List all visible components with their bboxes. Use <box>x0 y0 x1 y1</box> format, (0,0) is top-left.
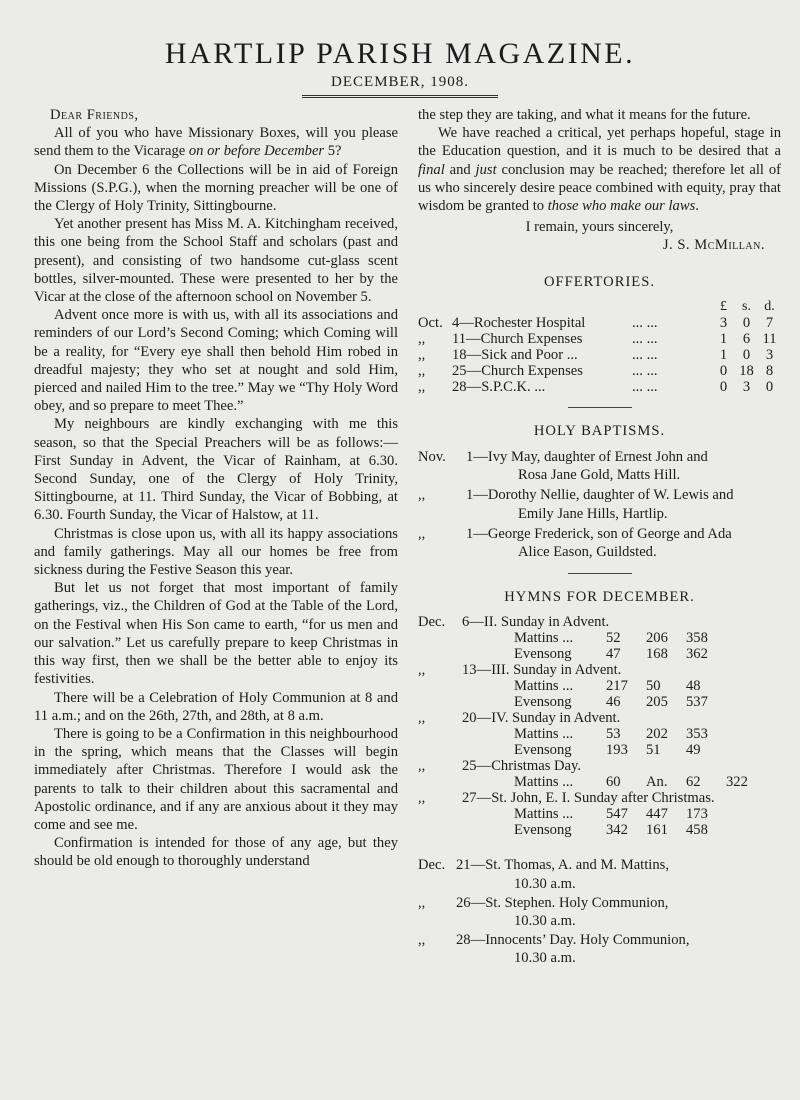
hymn-number: 193 <box>606 742 628 759</box>
hymn-service-row <box>418 630 781 646</box>
letter-paragraph <box>34 161 398 216</box>
hymn-month: Dec. <box>418 614 446 631</box>
hymn-day: 6—II. Sunday in Advent. <box>462 614 610 631</box>
title-rule <box>302 95 498 98</box>
baptisms-list <box>418 448 781 561</box>
text-run: conclusion may be reached; therefore let all of us who sincerely desire peace combined with equity, pray that wisdom be granted to <box>418 161 781 215</box>
offertory-shillings: 0 <box>742 346 751 363</box>
spacer <box>418 630 462 646</box>
hymn-service <box>462 694 781 710</box>
hymns-title: HYMNS FOR DECEMBER. <box>504 589 695 606</box>
offertory-month: Oct. <box>418 314 443 331</box>
offertories-header-row <box>418 299 781 315</box>
offertory-item: 18—Sick and Poor ... <box>452 346 578 363</box>
text-run: On December 6 the Collections will be in aid of Foreign Missions (S.P.G.), when the morning preacher will be one of the Clergy of Holy Trinity, Sittingbourne. <box>34 161 398 215</box>
offertory-pounds: 1 <box>719 346 728 363</box>
hymn-service <box>462 678 781 694</box>
festival-line: 26—St. Stephen. Holy Communion, <box>456 894 669 911</box>
service-label: Evensong <box>514 646 572 663</box>
offertory-row <box>418 347 781 363</box>
hymn-number: 47 <box>606 646 621 663</box>
text-run: My neighbours are kindly exchanging with me this season, so that the Special Preachers will be as follows:—First Sunday in Advent, the Vicar of Rainham, at 6.30. Second Sunday, one of the Clergy of Holy Trinity, Sittingbourne, at 11. Third Sunday, the Vicar of Bobbing, at 6.30. Fourth Sunday, the Vicar of Halstow, at 11. <box>34 416 398 524</box>
hymn-month: ,, <box>418 758 426 775</box>
service-label: Mattins ... <box>514 774 574 791</box>
baptism-entry <box>418 448 781 484</box>
hymn-day-row <box>418 614 781 630</box>
hymn-day: 27—St. John, E. I. Sunday after Christmas. <box>462 790 715 807</box>
hymn-number: 358 <box>686 630 708 647</box>
spacer <box>418 806 462 822</box>
hymn-service <box>462 646 781 662</box>
offertory-item: 11—Church Expenses <box>452 330 583 347</box>
service-label: Mattins ... <box>514 726 574 743</box>
offertory-dots: ... ... <box>632 378 658 395</box>
festival-month: Dec. <box>418 857 446 874</box>
hymn-service-row <box>418 742 781 758</box>
hymn-number: 51 <box>646 742 661 759</box>
offertory-shillings: 3 <box>742 378 751 395</box>
right-column <box>418 106 781 969</box>
service-label: Mattins ... <box>514 678 574 695</box>
salutation: Dear Friends, <box>50 107 139 123</box>
hymn-number: 458 <box>686 822 708 839</box>
offertory-row <box>418 331 781 347</box>
baptism-month: Nov. <box>418 449 446 466</box>
hymn-month: ,, <box>418 662 426 679</box>
hymn-number: 48 <box>686 678 701 695</box>
hymn-service <box>462 822 781 838</box>
offertory-pence: 11 <box>762 330 777 347</box>
text-run: . <box>695 198 699 215</box>
offertory-pounds: 3 <box>719 314 728 331</box>
offertory-item: 25—Church Expenses <box>452 362 583 379</box>
issue-date: DECEMBER, 1908. <box>331 74 469 90</box>
text-run: All of you who have Missionary Boxes, will you please send them to the Vicarage <box>34 125 398 160</box>
hymn-number: 168 <box>646 646 668 663</box>
offertory-row <box>418 379 781 395</box>
offertory-pence: 3 <box>765 346 774 363</box>
hymn-number: 161 <box>646 822 668 839</box>
offertory-dots: ... ... <box>632 330 658 347</box>
hymn-day-row <box>418 662 781 678</box>
baptism-entry <box>418 486 781 522</box>
hymn-number: 50 <box>646 678 661 695</box>
hymn-number: 322 <box>726 774 748 791</box>
letter-paragraph <box>34 725 398 834</box>
spacer <box>418 726 462 742</box>
spacer <box>418 822 462 838</box>
offertory-pounds: 0 <box>719 362 728 379</box>
hymn-service <box>462 726 781 742</box>
emphasis-final: final <box>418 161 445 178</box>
festival-detail <box>456 856 781 892</box>
hymn-number: 205 <box>646 694 668 711</box>
text-run: Confirmation is intended for those of any age, but they should be old enough to thoroughly understand <box>34 835 398 870</box>
hymn-number: 342 <box>606 822 628 839</box>
offertory-month: ,, <box>418 346 426 363</box>
festival-entry <box>418 894 781 930</box>
offertories-title: OFFERTORIES. <box>543 273 655 290</box>
hymn-number: 547 <box>606 806 628 823</box>
text-run: Christmas is close upon us, with all its happy associations and family gatherings. May all our homes be free from sickness during the Festive Season this year. <box>34 525 398 579</box>
left-column <box>34 106 398 871</box>
letter-paragraph <box>34 215 398 306</box>
spacer <box>418 678 462 694</box>
letter-paragraphs <box>34 124 398 870</box>
hymn-number: 537 <box>686 694 708 711</box>
letter-paragraph <box>34 415 398 524</box>
hymn-day-row <box>418 790 781 806</box>
baptism-month: ,, <box>418 487 426 504</box>
hymn-service <box>462 630 781 646</box>
baptism-detail <box>466 525 781 561</box>
hymn-number: 62 <box>686 774 701 791</box>
baptisms-title: HOLY BAPTISMS. <box>533 422 666 439</box>
baptism-line: 1—Dorothy Nellie, daughter of W. Lewis and <box>466 487 734 504</box>
hymn-service-row <box>418 726 781 742</box>
baptism-detail <box>466 448 781 484</box>
spacer <box>418 774 462 790</box>
emphasis: on or before December <box>188 143 325 160</box>
festival-time: 10.30 a.m. <box>514 950 576 967</box>
hymn-service-row <box>418 806 781 822</box>
offertory-shillings: 18 <box>739 362 754 379</box>
masthead-title: HARTLIP PARISH MAGAZINE. <box>164 37 636 70</box>
text-run: But let us not forget that most important of family gatherings, viz., the Children of God at the Table of the Lord, on the Festival when His Son came to earth, “for us men and our salvation.” Let us carefully prepare to keep Christmas in this way first, then we shall be the better able to enjoy its festivities. <box>34 580 398 688</box>
hymn-service <box>462 742 781 758</box>
service-label: Mattins ... <box>514 806 574 823</box>
hymn-service-row <box>418 822 781 838</box>
signature: J. S. McMillan. <box>662 237 765 254</box>
text-run: 5? <box>324 143 342 160</box>
section-divider <box>568 407 632 408</box>
hymn-service-row <box>418 678 781 694</box>
offertory-pence: 0 <box>765 378 774 395</box>
offertory-month: ,, <box>418 362 426 379</box>
offertory-shillings: 6 <box>742 330 751 347</box>
service-label: Evensong <box>514 742 572 759</box>
service-label: Evensong <box>514 694 572 711</box>
baptism-line: 1—George Frederick, son of George and Ada <box>466 525 732 542</box>
hymn-service-row <box>418 646 781 662</box>
hymn-day: 25—Christmas Day. <box>462 758 582 775</box>
hymn-number: 52 <box>606 630 621 647</box>
festival-month: ,, <box>418 932 426 949</box>
hymn-number: 49 <box>686 742 701 759</box>
hymn-number: 60 <box>606 774 621 791</box>
hymn-day: 13—III. Sunday in Advent. <box>462 662 622 679</box>
letter-paragraph <box>34 525 398 580</box>
offertory-pounds: 1 <box>719 330 728 347</box>
service-label: Mattins ... <box>514 630 574 647</box>
baptism-line: Emily Jane Hills, Hartlip. <box>518 505 668 522</box>
hymns-table <box>418 614 781 838</box>
baptism-entry <box>418 525 781 561</box>
offertory-dots: ... ... <box>632 362 658 379</box>
hymn-service-row <box>418 774 781 790</box>
letter-paragraph <box>34 579 398 688</box>
hymn-number: 353 <box>686 726 708 743</box>
offertory-shillings: 0 <box>742 314 751 331</box>
text-run: We have reached a critical, yet perhaps hopeful, stage in the Education question, and it is much to be desired that a <box>418 125 781 160</box>
hymn-number: 362 <box>686 646 708 663</box>
letter-paragraph <box>34 124 398 160</box>
hymn-number: 206 <box>646 630 668 647</box>
baptism-detail <box>466 486 781 522</box>
signoff: I remain, yours sincerely, <box>525 219 674 236</box>
pence-header: d. <box>764 298 775 314</box>
offertory-month: ,, <box>418 330 426 347</box>
hymn-number: 447 <box>646 806 668 823</box>
letter-continuation: the step they are taking, and what it means for the future. <box>418 107 751 123</box>
baptism-line: Alice Eason, Guildsted. <box>518 544 657 561</box>
offertory-item: 4—Rochester Hospital <box>452 314 586 331</box>
offertory-month: ,, <box>418 378 426 395</box>
text-run: Advent once more is with us, with all its associations and reminders of our Lord’s Second Coming; which Coming will be a reality, for “Every eye shall then behold Him robed in dreadful majesty; they who set at nought and sold Him, pierced and nailed Him to the tree.” May we “Thy Holy Word obey, and so prepare to meet Thee.” <box>34 307 398 415</box>
offertory-row <box>418 315 781 331</box>
pounds-header: £ <box>720 298 727 314</box>
shillings-header: s. <box>742 298 751 314</box>
baptism-line: 1—Ivy May, daughter of Ernest John and <box>466 449 708 466</box>
text-run: Yet another present has Miss M. A. Kitchingham received, this one being from the School Staff and scholars (past and present), and consisting of two handsome cut-glass scent bottles, silver-mounted. These were presented to her by the Vicar at the close of the afternoon school on November 5. <box>34 216 398 306</box>
offertory-pence: 8 <box>765 362 774 379</box>
hymn-number: 202 <box>646 726 668 743</box>
hymn-service <box>462 806 781 822</box>
hymn-number: 53 <box>606 726 621 743</box>
offertories-table <box>418 299 781 395</box>
hymn-service <box>462 774 781 790</box>
letter-paragraph <box>34 306 398 415</box>
offertory-dots: ... ... <box>632 314 658 331</box>
text-run: and <box>444 161 476 178</box>
festival-line: 21—St. Thomas, A. and M. Mattins, <box>456 857 669 874</box>
emphasis-just: just <box>475 161 497 178</box>
letter-paragraph <box>34 689 398 725</box>
baptism-line: Rosa Jane Gold, Matts Hill. <box>518 467 681 484</box>
festival-month: ,, <box>418 894 426 911</box>
festival-entry <box>418 931 781 967</box>
hymn-month: ,, <box>418 790 426 807</box>
hymn-day-row <box>418 758 781 774</box>
festival-detail <box>456 894 781 930</box>
offertory-pence: 7 <box>765 314 774 331</box>
offertory-dots: ... ... <box>632 346 658 363</box>
offertory-item: 28—S.P.C.K. ... <box>452 378 546 395</box>
offertory-row <box>418 363 781 379</box>
spacer <box>418 742 462 758</box>
hymn-number: 217 <box>606 678 628 695</box>
spacer <box>418 694 462 710</box>
festival-detail <box>456 931 781 967</box>
spacer <box>418 646 462 662</box>
hymn-number: 46 <box>606 694 621 711</box>
letter-paragraph <box>34 834 398 870</box>
text-run: There is going to be a Confirmation in this neighbourhood in the spring, which means that the Classes will begin immediately after Christmas. Therefore I would ask the parents to talk to their children about this sacramental and Apostolic ordinance, and if any are anxious about it they may come and see me. <box>34 725 398 833</box>
hymn-month: ,, <box>418 710 426 727</box>
festival-line: 28—Innocents’ Day. Holy Communion, <box>456 932 690 949</box>
baptism-month: ,, <box>418 525 426 542</box>
text-run: There will be a Celebration of Holy Communion at 8 and 11 a.m.; and on the 26th, 27th, and 28th, at 8 a.m. <box>34 689 398 724</box>
hymn-day: 20—IV. Sunday in Advent. <box>462 710 621 727</box>
offertory-pounds: 0 <box>719 378 728 395</box>
letter-paragraph-education <box>418 124 781 215</box>
festivals-list <box>418 856 781 967</box>
hymn-day-row <box>418 710 781 726</box>
hymn-number: 173 <box>686 806 708 823</box>
hymn-service-row <box>418 694 781 710</box>
festival-time: 10.30 a.m. <box>514 913 576 930</box>
festival-time: 10.30 a.m. <box>514 875 576 892</box>
hymn-number: An. <box>646 774 668 791</box>
section-divider <box>568 573 632 574</box>
service-label: Evensong <box>514 822 572 839</box>
emphasis-lawmakers: those who make our laws <box>547 198 696 215</box>
festival-entry <box>418 856 781 892</box>
